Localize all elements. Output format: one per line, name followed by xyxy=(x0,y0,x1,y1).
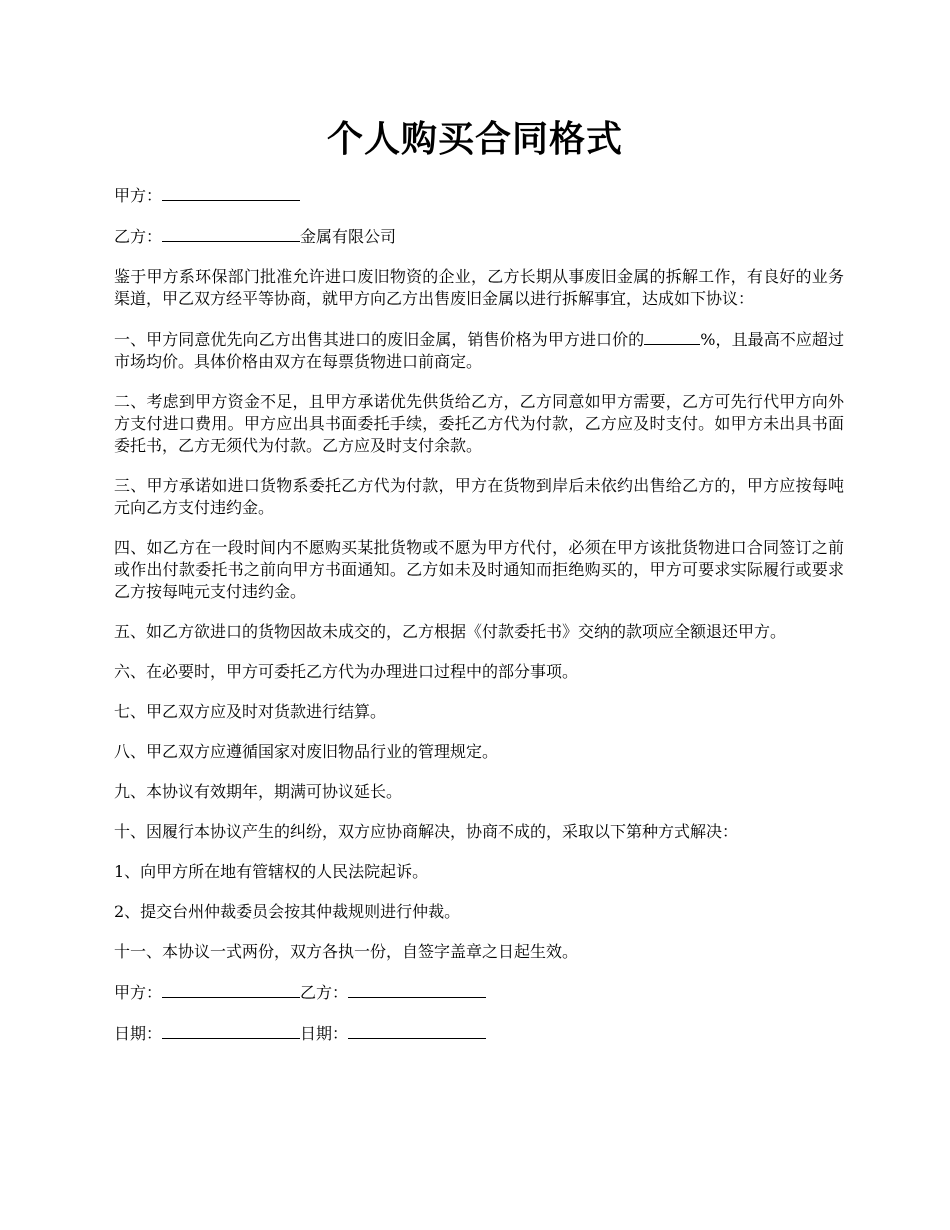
clause-1-post: %，且最高不应超过市场均价。具体价格由双方在每票货物进口前商定。 xyxy=(114,330,844,371)
clause-7: 七、甲乙双方应及时对货款进行结算。 xyxy=(114,702,387,721)
contract-page xyxy=(114,0,844,1045)
date-a-label: 日期： xyxy=(114,1024,163,1043)
clause-5: 五、如乙方欲进口的货物因故未成交的，乙方根据《付款委托书》交纳的款项应全额退还甲方。 xyxy=(114,622,787,641)
clause-2: 二、考虑到甲方资金不足，且甲方承诺优先供货给乙方，乙方同意如甲方需要，乙方可先行代甲方向外方支付进口费用。甲方应出具书面委托手续，委托乙方代为付款，乙方应及时支付。如甲方未出具书面委托书，乙方无须代为付款。乙方应及时支付余款。 xyxy=(114,392,844,455)
party-a-label: 甲方： xyxy=(114,186,163,205)
party-b-suffix: 金属有限公司 xyxy=(300,227,397,246)
dispute-option-1: 1、向甲方所在地有管辖权的人民法院起诉。 xyxy=(114,862,429,881)
party-a-blank xyxy=(162,184,300,201)
clause-1-pre: 一、甲方同意优先向乙方出售其进口的废旧金属，销售价格为甲方进口价的 xyxy=(114,330,645,349)
party-b-line xyxy=(114,225,844,248)
document-title: 个人购买合同格式 xyxy=(326,118,623,160)
clause-8: 八、甲乙双方应遵循国家对废旧物品行业的管理规定。 xyxy=(114,742,499,761)
signature-row xyxy=(114,981,844,1004)
clause-6: 六、在必要时，甲方可委托乙方代为办理进口过程中的部分事项。 xyxy=(114,662,579,681)
party-a-line xyxy=(114,184,844,207)
sign-b-blank xyxy=(348,981,486,998)
clause-1 xyxy=(114,328,844,373)
clause-10: 十、因履行本协议产生的纠纷，双方应协商解决，协商不成的，采取以下第种方式解决： xyxy=(114,822,739,841)
sign-a-blank xyxy=(162,981,300,998)
sign-b-label: 乙方： xyxy=(300,983,349,1002)
price-percent-blank xyxy=(644,328,700,345)
preamble: 鉴于甲方系环保部门批准允许进口废旧物资的企业，乙方长期从事废旧金属的拆解工作，有良好的业务渠道，甲乙双方经平等协商，就甲方向乙方出售废旧金属以进行拆解事宜，达成如下协议： xyxy=(114,267,844,308)
party-b-label: 乙方： xyxy=(114,227,163,246)
party-b-blank xyxy=(162,225,300,242)
sign-a-label: 甲方： xyxy=(114,983,163,1002)
date-b-label: 日期： xyxy=(300,1024,349,1043)
clause-4: 四、如乙方在一段时间内不愿购买某批货物或不愿为甲方代付，必须在甲方该批货物进口合同签订之前或作出付款委托书之前向甲方书面通知。乙方如未及时通知而拒绝购买的，甲方可要求实际履行或要求乙方按每吨元支付违约金。 xyxy=(114,538,844,601)
clause-3: 三、甲方承诺如进口货物系委托乙方代为付款，甲方在货物到岸后未依约出售给乙方的，甲方应按每吨元向乙方支付违约金。 xyxy=(114,476,844,517)
dispute-option-2: 2、提交台州仲裁委员会按其仲裁规则进行仲裁。 xyxy=(114,902,461,921)
date-a-blank xyxy=(162,1022,300,1039)
date-b-blank xyxy=(348,1022,486,1039)
date-row xyxy=(114,1022,844,1045)
clause-11: 十一、本协议一式两份，双方各执一份，自签字盖章之日起生效。 xyxy=(114,942,579,961)
clause-9: 九、本协议有效期年，期满可协议延长。 xyxy=(114,782,403,801)
